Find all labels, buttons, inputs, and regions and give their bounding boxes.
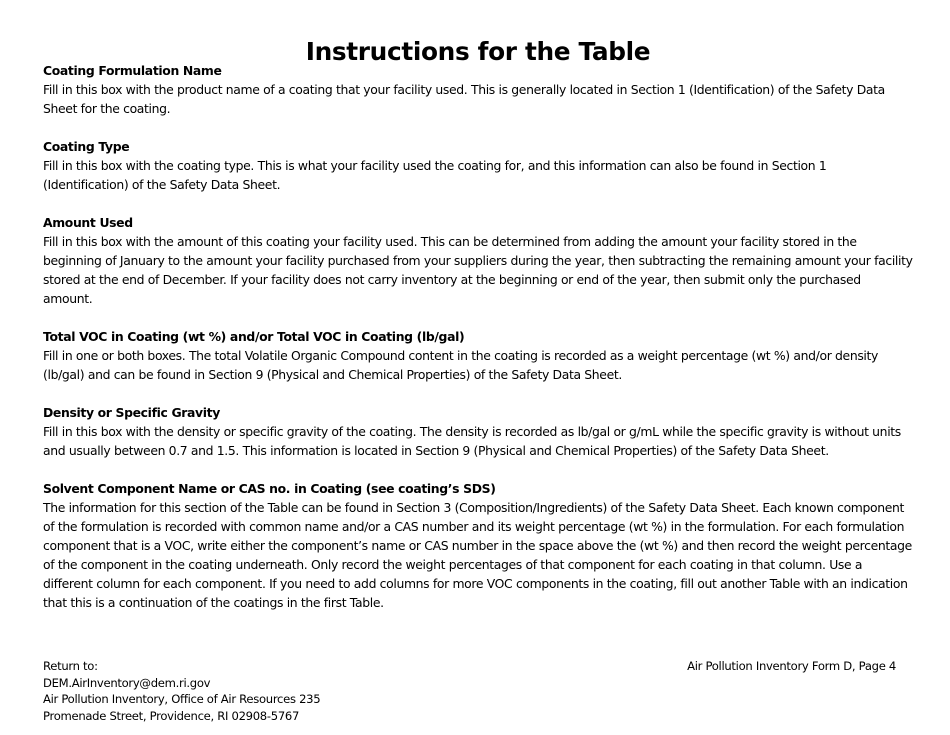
section-heading: Total VOC in Coating (wt %) and/or Total VOC in Coating (lb/gal) — [43, 329, 465, 344]
return-label: Return to: — [43, 659, 98, 673]
section-total-voc — [43, 327, 913, 384]
section-body: Fill in this box with the density or specific gravity of the coating. The density is recorded as lb/gal or g/mL while the specific gravity is without units and usually between 0.7 and 1.5. This information is located in Section 9 (Physical and Chemical Properties) of the Safety Data Sheet. — [43, 424, 901, 458]
section-amount-used — [43, 213, 913, 308]
return-address-line-1: Air Pollution Inventory, Office of Air Resources 235 — [43, 692, 321, 706]
section-heading: Coating Formulation Name — [43, 63, 222, 78]
section-body: The information for this section of the Table can be found in Section 3 (Composition/Ingredients) of the Safety Data Sheet. Each known component of the formulation is recorded with common name and/or a CAS number and its weight percentage (wt %) in the formulation. For each formulation component that is a VOC, write either the component’s name or CAS number in the space above the (wt %) and then record the weight percentage of the component in the coating underneath. Only record the weight percentages of that component for each coating in that column. Use a different column for each component. If you need to add columns for more VOC components in the coating, fill out another Table with an indication that this is a continuation of the coatings in the first Table. — [43, 500, 912, 610]
section-heading: Amount Used — [43, 215, 133, 230]
return-address — [43, 658, 320, 724]
page-title: Instructions for the Table — [305, 37, 651, 66]
section-solvent-component — [43, 479, 913, 612]
instructions-page — [43, 37, 913, 631]
section-heading: Coating Type — [43, 139, 130, 154]
section-body: Fill in this box with the amount of this coating your facility used. This can be determined from adding the amount your facility stored in the beginning of January to the amount your facility purchased from your suppliers during the year, then subtracting the remaining amount your facility stored at the end of December. If your facility does not carry inventory at the beginning or end of the year, then submit only the purchased amount. — [43, 234, 913, 306]
return-email: DEM.AirInventory@dem.ri.gov — [43, 675, 211, 690]
section-body: Fill in this box with the product name of a coating that your facility used. This is generally located in Section 1 (Identification) of the Safety Data Sheet for the coating. — [43, 82, 885, 116]
page-number-label: Air Pollution Inventory Form D, Page 4 — [687, 659, 896, 673]
return-address-line-2: Promenade Street, Providence, RI 02908-5767 — [43, 708, 300, 723]
section-heading: Solvent Component Name or CAS no. in Coating (see coating’s SDS) — [43, 481, 496, 496]
section-body: Fill in this box with the coating type. This is what your facility used the coating for, and this information can also be found in Section 1 (Identification) of the Safety Data Sheet. — [43, 158, 827, 192]
section-body: Fill in one or both boxes. The total Volatile Organic Compound content in the coating is recorded as a weight percentage (wt %) and/or density (lb/gal) and can be found in Section 9 (Physical and Chemical Properties) of the Safety Data Sheet. — [43, 348, 879, 382]
section-coating-type — [43, 137, 913, 194]
section-heading: Density or Specific Gravity — [43, 405, 220, 420]
section-coating-formulation-name — [43, 61, 913, 118]
section-density-specific-gravity — [43, 403, 913, 460]
